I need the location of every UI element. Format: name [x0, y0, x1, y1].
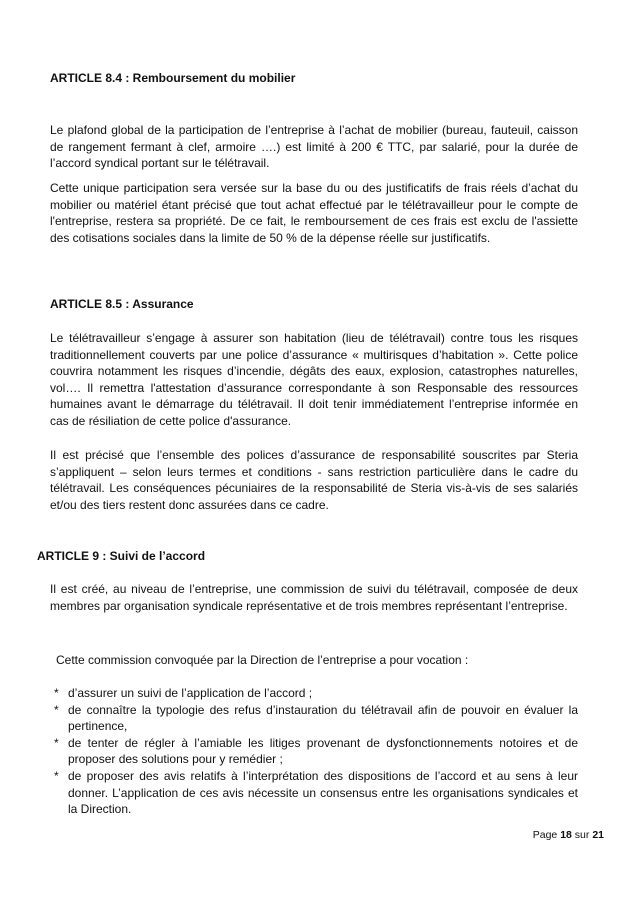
of-label: sur — [574, 829, 590, 841]
list-item-text: de connaître la typologie des refus d’instauration du télétravail afin de pouvoir en évaluer la pertinence, — [68, 702, 578, 734]
total-pages-number: 21 — [592, 829, 604, 841]
page-number-footer — [533, 829, 604, 841]
article-8-5-paragraph-1: Le télétravailleur s’engage à assurer son habitation (lieu de télétravail) contre tous les risques traditionnellement couverts par une police d’assurance « multirisques d’habitation ». Cette police couvrira notamment les risques d’incendie, dégâts des eaux, explosion, catastrophes naturelles, vol…. Il remettra l'attestation d’assurance correspondante à son Responsable des ressources humaines avant le démarrage du télétravail. Il doit tenir immédiatement l’entreprise informée en cas de résiliation de cette police d'assurance. — [50, 331, 578, 428]
article-8-5-heading: ARTICLE 8.5 : Assurance — [50, 297, 194, 311]
list-item — [54, 768, 578, 818]
bullet-marker: * — [54, 686, 59, 700]
article-9-paragraph-1: Il est créé, au niveau de l’entreprise, une commission de suivi du télétravail, composée de deux membres par organisation syndicale représentative et de trois membres représentant l’entreprise. — [50, 582, 578, 613]
article-8-4-heading: ARTICLE 8.4 : Remboursement du mobilier — [50, 71, 296, 85]
list-item — [54, 735, 578, 768]
list-item — [54, 702, 578, 735]
bullet-marker: * — [54, 768, 59, 783]
article-8-5-paragraph-2: Il est précisé que l’ensemble des polices d’assurance de responsabilité souscrites par Steria s’appliquent – selon leurs termes et conditions - sans restriction particulière dans le cadre du télétravail. Les conséquences pécuniaires de la responsabilité de Steria vis-à-vis de ses salariés et/ou des tiers restent donc assurées dans ce cadre. — [50, 448, 578, 512]
article-9-heading: ARTICLE 9 : Suivi de l’accord — [37, 549, 206, 563]
current-page-number: 18 — [560, 829, 572, 841]
list-item-text: de tenter de régler à l’amiable les litiges provenant de dysfonctionnements notoires et de proposer des solutions pour y remédier ; — [68, 735, 578, 767]
list-item-text: d’assurer un suivi de l’application de l’accord ; — [68, 686, 313, 700]
article-9-intro: Cette commission convoquée par la Direction de l’entreprise a pour vocation : — [56, 653, 469, 667]
article-8-4-paragraph-2: Cette unique participation sera versée sur la base du ou des justificatifs de frais réels d’achat du mobilier ou matériel étant précisé que tout achat effectué par le télétravailleur pour le compte de l'entreprise, restera sa propriété. De ce fait, le remboursement de ces frais est exclu de l'assiette des cotisations sociales dans la limite de 50 % de la dépense réelle sur justificatifs. — [50, 181, 578, 245]
bullet-marker: * — [54, 735, 59, 750]
bullet-marker: * — [54, 702, 59, 717]
list-item — [54, 685, 578, 702]
article-8-4-paragraph-1: Le plafond global de la participation de l’entreprise à l’achat de mobilier (bureau, fauteuil, caisson de rangement fermant à clef, armoire ….) est limité à 200 € TTC, par salarié, pour la durée de l’accord syndical portant sur le télétravail. — [50, 123, 578, 171]
page-label: Page — [532, 829, 558, 841]
article-9-bullet-list — [54, 685, 578, 818]
list-item-text: de proposer des avis relatifs à l’interprétation des dispositions de l’accord et au sens à leur donner. L’application de ces avis nécessite un consensus entre les organisations syndicales et la Direction. — [68, 768, 578, 817]
